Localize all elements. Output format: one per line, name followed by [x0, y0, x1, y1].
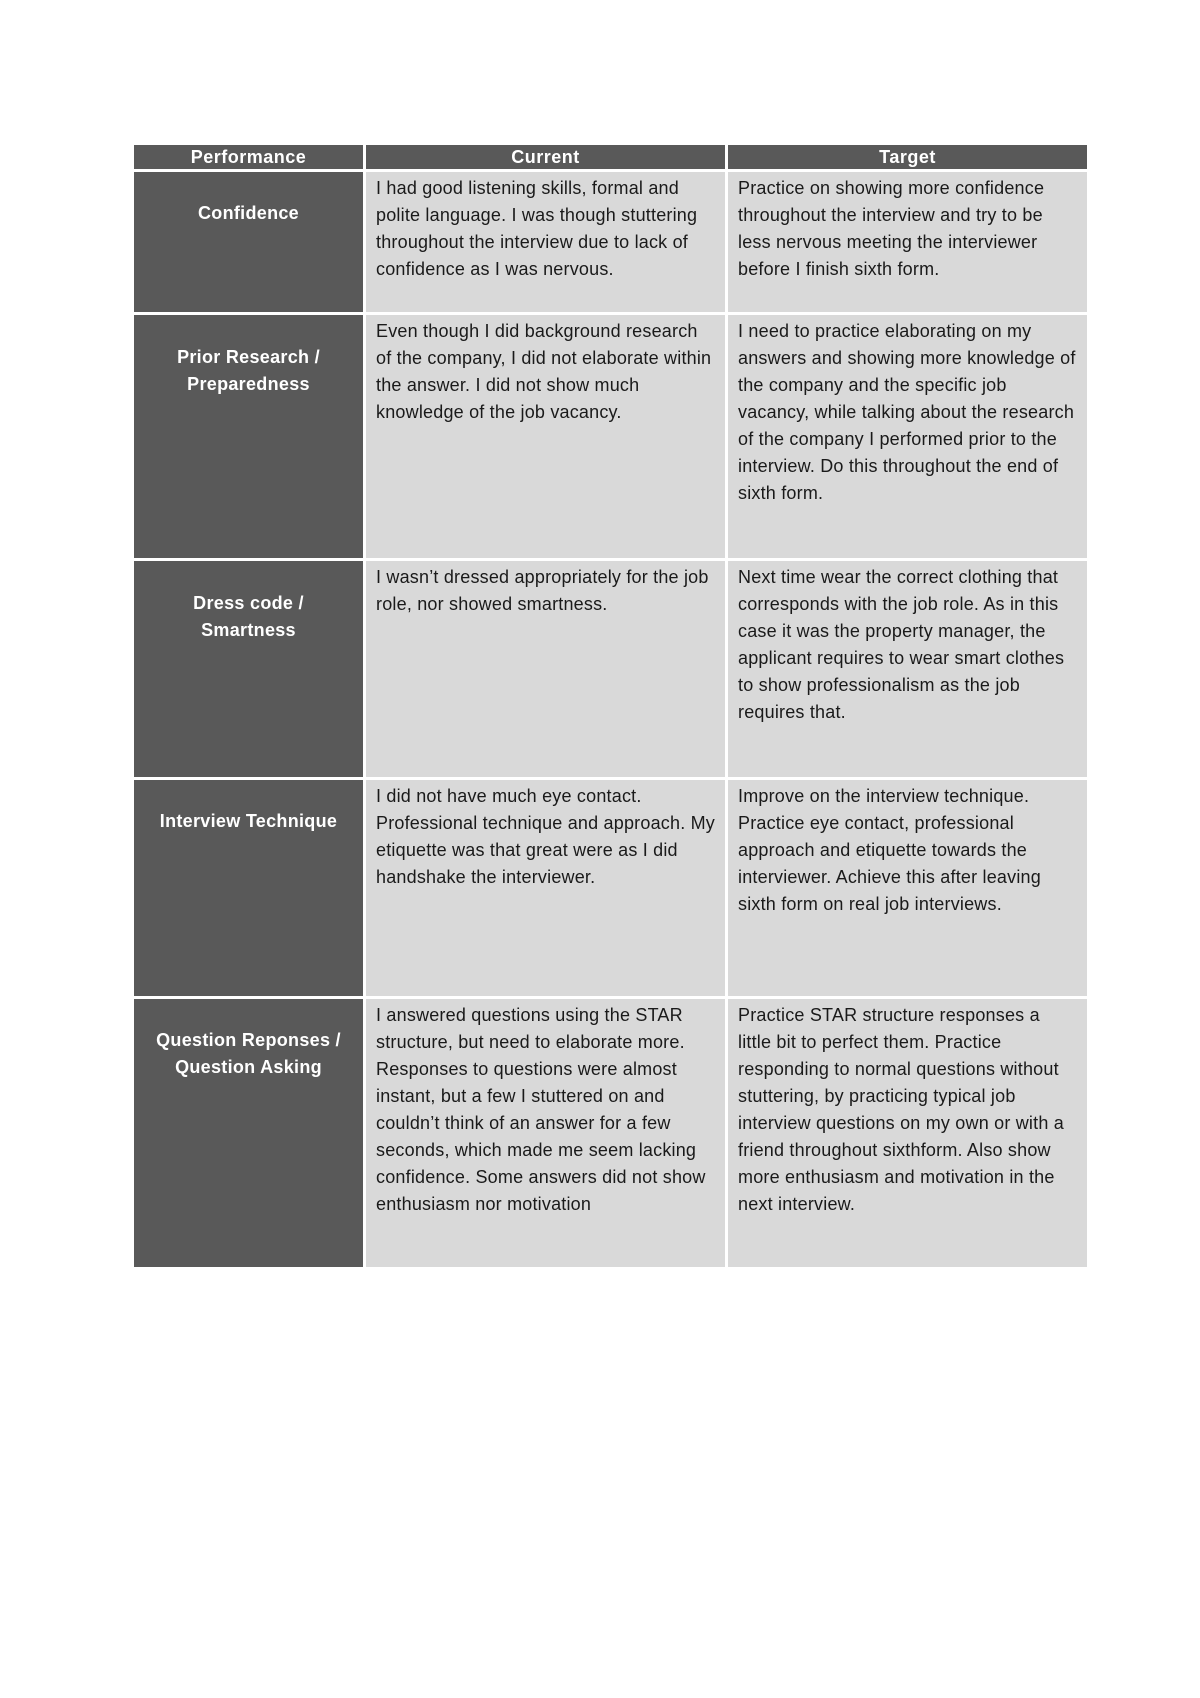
header-performance: Performance — [134, 145, 363, 169]
table-row — [134, 780, 1087, 996]
row-label-cell — [134, 172, 363, 312]
target-cell: Practice on showing more confidence throughout the interview and try to be less nervous meeting the interviewer before I finish sixth form. — [728, 172, 1087, 312]
table-row — [134, 315, 1087, 558]
row-label-cell — [134, 315, 363, 558]
table-row — [134, 561, 1087, 777]
header-current: Current — [366, 145, 725, 169]
current-cell: I answered questions using the STAR structure, but need to elaborate more. Responses to questions were almost instant, but a few I stuttered on and couldn’t think of an answer for a few seconds, which made me seem lacking confidence. Some answers did not show enthusiasm nor motivation — [366, 999, 725, 1267]
header-target: Target — [728, 145, 1087, 169]
target-cell: Next time wear the correct clothing that corresponds with the job role. As in this case it was the property manager, the applicant requires to wear smart clothes to show professionalism as the job requires that. — [728, 561, 1087, 777]
current-cell: Even though I did background research of the company, I did not elaborate within the answer. I did not show much knowledge of the job vacancy. — [366, 315, 725, 558]
current-cell: I did not have much eye contact. Professional technique and approach. My etiquette was that great were as I did handshake the interviewer. — [366, 780, 725, 996]
row-label: Question Reponses / Question Asking — [156, 1030, 341, 1077]
table-header-row — [134, 145, 1087, 169]
row-label: Confidence — [197, 203, 299, 223]
row-label-cell — [134, 999, 363, 1267]
row-label: Dress code / Smartness — [193, 593, 304, 640]
current-cell: I had good listening skills, formal and polite language. I was though stuttering throughout the interview due to lack of confidence as I was nervous. — [366, 172, 725, 312]
target-cell: Practice STAR structure responses a little bit to perfect them. Practice responding to normal questions without stuttering, by practicing typical job interview questions on my own or with a friend throughout sixthform. Also show more enthusiasm and motivation in the next interview. — [728, 999, 1087, 1267]
performance-table — [131, 142, 1090, 1270]
row-label-cell — [134, 780, 363, 996]
row-label: Interview Technique — [159, 811, 338, 831]
row-label-cell — [134, 561, 363, 777]
row-label: Prior Research / Preparedness — [177, 347, 320, 394]
table-row — [134, 999, 1087, 1267]
target-cell: Improve on the interview technique. Practice eye contact, professional approach and etiquette towards the interviewer. Achieve this after leaving sixth form on real job interviews. — [728, 780, 1087, 996]
current-cell: I wasn’t dressed appropriately for the job role, nor showed smartness. — [366, 561, 725, 777]
table-row — [134, 172, 1087, 312]
target-cell: I need to practice elaborating on my answers and showing more knowledge of the company and the specific job vacancy, while talking about the research of the company I performed prior to the interview. Do this throughout the end of sixth form. — [728, 315, 1087, 558]
